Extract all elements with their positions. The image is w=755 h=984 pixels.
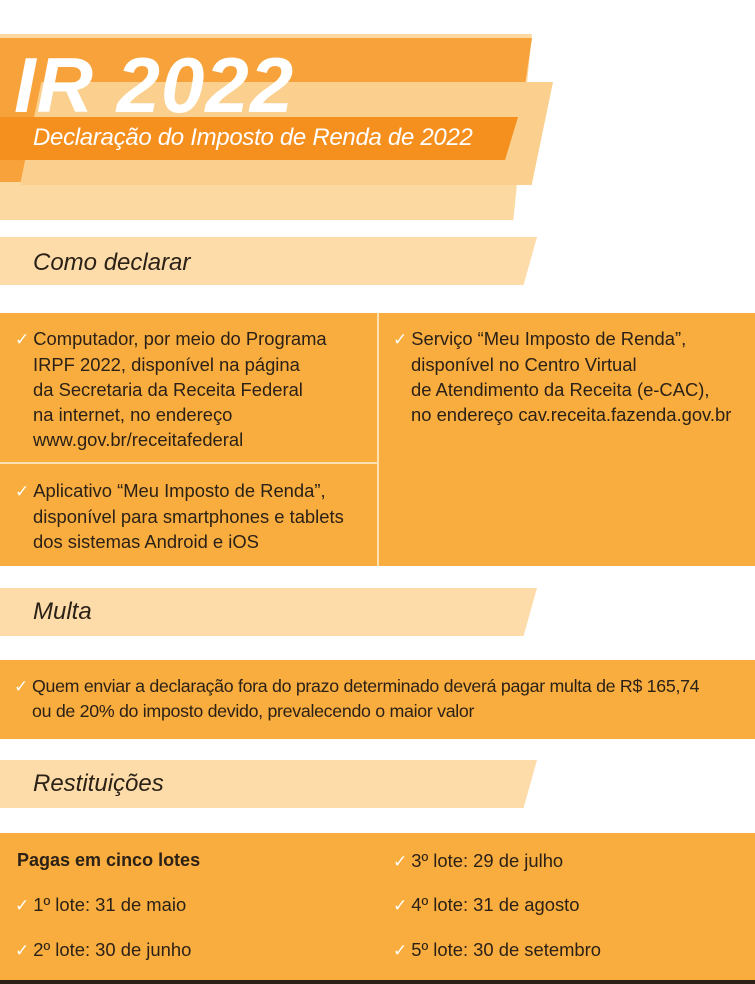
check-icon: ✓ [393,941,408,960]
item-text-line: Computador, por meio do Programa [33,328,327,349]
check-icon: ✓ [15,482,30,501]
lote-item-5 [393,937,601,963]
section-title-como-declarar: Como declarar [33,249,191,276]
lote-item-4 [393,892,580,918]
item-text-line: dos sistemas Android e iOS [33,531,259,552]
check-icon: ✓ [393,330,408,349]
item-text-line: disponível para smartphones e tablets [33,506,344,527]
check-icon: ✓ [15,941,30,960]
como-declarar-item-aplicativo [15,478,344,554]
page-subtitle: Declaração do Imposto de Renda de 2022 [33,124,473,151]
como-declarar-item-computador [15,326,327,452]
item-text-line: da Secretaria da Receita Federal [33,379,303,400]
lote-item-1 [15,892,186,918]
lote-item-2 [15,937,191,963]
item-text-line: Serviço “Meu Imposto de Renda”, [411,328,687,349]
multa-text [14,674,699,724]
item-text-line: Aplicativo “Meu Imposto de Renda”, [33,480,326,501]
check-icon: ✓ [393,896,408,915]
lote-text: 1º lote: 31 de maio [33,894,187,915]
item-text-line: no endereço cav.receita.fazenda.gov.br [411,404,732,425]
como-declarar-divider-vertical [377,313,379,566]
item-text-line: www.gov.br/receitafederal [33,429,244,450]
bottom-border [0,980,755,984]
section-title-multa: Multa [33,598,92,625]
lote-item-3 [393,848,563,874]
item-text-line: IRPF 2022, disponível na página [33,354,300,375]
check-icon: ✓ [14,677,28,696]
check-icon: ✓ [15,330,30,349]
como-declarar-divider-horizontal [0,462,377,464]
page-title: IR 2022 [14,41,295,129]
item-text-line: Quem enviar a declaração fora do prazo determinado deverá pagar multa de R$ 165,74 [31,676,700,696]
restituicoes-heading: Pagas em cinco lotes [17,850,201,870]
lote-text: 2º lote: 30 de junho [33,939,192,960]
lote-text: 5º lote: 30 de setembro [411,939,601,960]
item-text-line: na internet, no endereço [33,404,233,425]
lote-text: 3º lote: 29 de julho [411,850,564,871]
item-text-line: de Atendimento da Receita (e-CAC), [411,379,710,400]
item-text-line: disponível no Centro Virtual [411,354,637,375]
item-text-line: ou de 20% do imposto devido, prevalecendo o maior valor [32,701,475,721]
check-icon: ✓ [393,852,408,871]
section-title-restituicoes: Restituições [33,770,164,797]
check-icon: ✓ [15,896,30,915]
lote-text: 4º lote: 31 de agosto [411,894,580,915]
como-declarar-item-servico [393,326,731,427]
